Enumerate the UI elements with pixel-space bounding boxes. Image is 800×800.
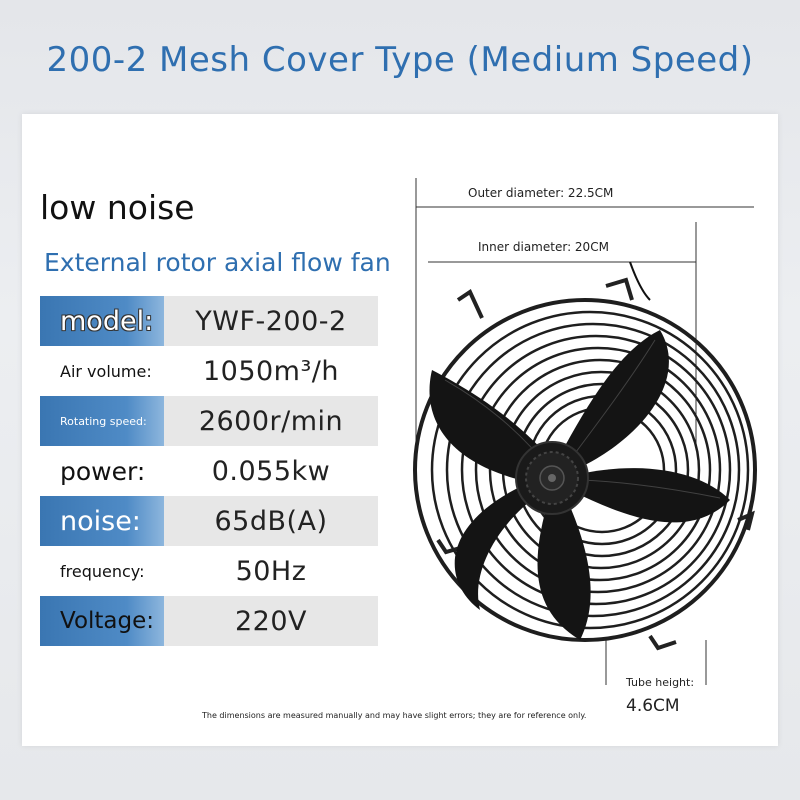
product-subtitle: External rotor axial flow fan	[44, 248, 391, 277]
outer-diameter-label: Outer diameter: 22.5CM	[468, 186, 614, 200]
spec-value: 65dB(A)	[164, 496, 378, 546]
spec-label: noise:	[40, 496, 164, 546]
spec-value: 1050m³/h	[164, 346, 378, 396]
spec-label: Rotating speed:	[40, 396, 164, 446]
spec-value: 2600r/min	[164, 396, 378, 446]
tube-height-value: 4.6CM	[626, 696, 680, 716]
tube-height-label: Tube height:	[626, 676, 695, 689]
spec-label: model:	[40, 296, 164, 346]
inner-diameter-label: Inner diameter: 20CM	[478, 240, 609, 254]
spec-value: 220V	[164, 596, 378, 646]
spec-value: 50Hz	[164, 546, 378, 596]
spec-label: Voltage:	[40, 596, 164, 646]
page-title: 200-2 Mesh Cover Type (Medium Speed)	[46, 40, 754, 80]
spec-label: power:	[40, 446, 164, 496]
footnote: The dimensions are measured manually and may have slight errors; they are for reference only.	[202, 711, 587, 720]
spec-label: Air volume:	[40, 346, 164, 396]
spec-value: YWF-200-2	[164, 296, 378, 346]
spec-value: 0.055kw	[164, 446, 378, 496]
headline: low noise	[40, 188, 195, 227]
spec-label: frequency:	[40, 546, 164, 596]
